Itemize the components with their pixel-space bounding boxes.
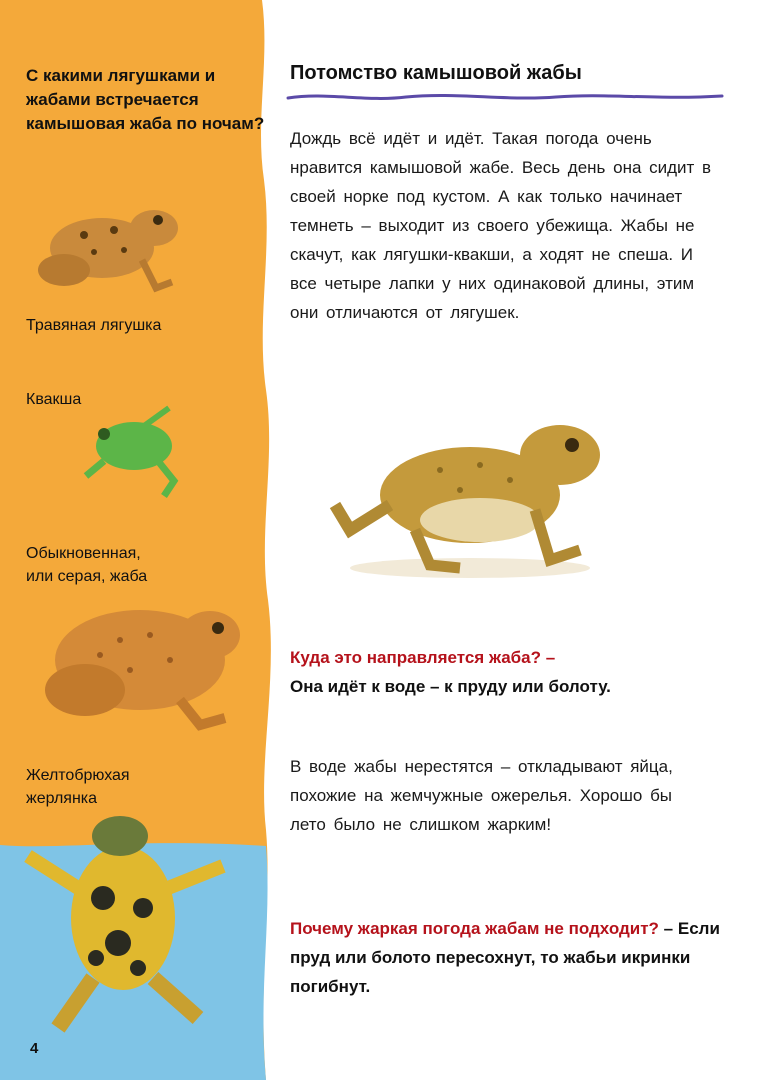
paragraph-intro: Дождь всё идёт и идёт. Такая погода очень нравится камышовой жабе. Весь день она сидит в своей норке под кустом. А как только начинает темнеть – выходит из своего убежища. Жабы не скачут, как лягушки-квакши, а ходят не спеша. И все четыре лапки у них одинаковой длины, этим они отличаются от лягушек.	[290, 129, 712, 322]
page-number: 4	[30, 1040, 39, 1057]
sidebar-question: С какими лягушками и жабами встречается камышовая жаба по ночам?	[26, 66, 265, 133]
natterjack-toad-illustration	[320, 410, 620, 585]
page-title: Потомство камышовой жабы	[290, 62, 582, 84]
qa-block-2	[290, 914, 730, 1001]
qa1-question: Куда это направляется жаба? –	[290, 648, 556, 667]
label-common-toad-line2: или серая, жаба	[26, 568, 148, 585]
label-yellow-bellied-toad-line1: Желтобрюхая	[26, 767, 130, 784]
tree-frog-illustration	[74, 396, 194, 506]
yellow-bellied-toad-illustration	[8, 808, 248, 1038]
label-tree-frog: Квакша	[26, 391, 82, 408]
qa2-question: Почему жаркая погода жабам не подходит?	[290, 919, 659, 938]
sidebar-panel	[0, 0, 290, 1080]
label-common-toad-line1: Обыкновенная,	[26, 545, 141, 562]
common-toad-illustration	[30, 590, 250, 740]
qa1-answer: Она идёт к воде – к пруду или болоту.	[290, 677, 611, 696]
title-underline	[286, 88, 726, 108]
qa-block-1	[290, 643, 750, 701]
label-grass-frog: Травяная лягушка	[26, 317, 162, 334]
label-yellow-bellied-toad-line2: жерлянка	[26, 790, 98, 807]
main-content	[290, 0, 776, 1080]
qa2-answer: – Если пруд или болото пересохнут, то жабьи икринки погибнут.	[290, 919, 720, 996]
grass-frog-illustration	[24, 190, 184, 300]
paragraph-spawn: В воде жабы нерестятся – откладывают яйца, похожие на жемчужные ожерелья. Хорошо бы лето было не слишком жарким!	[290, 757, 673, 834]
